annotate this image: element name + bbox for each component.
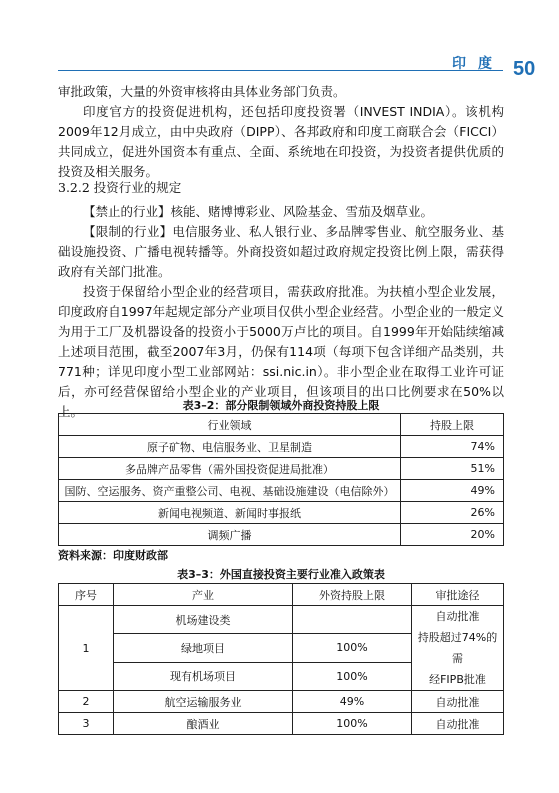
table-ownership-caps (58, 413, 504, 546)
body-text-main (58, 202, 504, 422)
cell-industry: 多品牌产品零售（需外国投资促进局批准） (59, 458, 401, 480)
table-access-policy (58, 583, 504, 735)
cell-cap: 20% (401, 524, 504, 546)
cell-industry: 调频广播 (59, 524, 401, 546)
paragraph-1: 审批政策，大量的外资审核将由具体业务部门负责。 (58, 84, 346, 99)
table2-caption: 表3–3：外国直接投资主要行业准入政策表 (177, 568, 385, 581)
cell-cap: 26% (401, 502, 504, 524)
table-row (59, 691, 504, 713)
page-number: 50 (513, 58, 536, 80)
table-row (59, 713, 504, 735)
cell-industry: 国防、空运服务、资产重整公司、电视、基础设施建设（电信除外） (59, 480, 401, 502)
cell-no: 2 (59, 691, 114, 713)
section-title: 3.2.2 投资行业的规定 (58, 180, 182, 195)
cell-cap: 51% (401, 458, 504, 480)
paragraph-prohibited: 【禁止的行业】核能、赌博博彩业、风险基金、雪茄及烟草业。 (83, 204, 434, 219)
cell-limit (293, 606, 412, 634)
cell-no: 1 (59, 606, 114, 691)
cell-industry: 绿地项目 (114, 634, 293, 662)
cell-industry: 酿酒业 (114, 713, 293, 735)
header-cap: 持股上限 (401, 414, 504, 436)
table-header-row (59, 414, 504, 436)
cell-approval (412, 606, 504, 691)
table-row (59, 524, 504, 546)
cell-approval: 自动批准 (412, 691, 504, 713)
header-rule (58, 70, 503, 71)
paragraph-restricted: 【限制的行业】电信服务业、私人银行业、多品牌零售业、航空服务业、基础设施投资、广播电视转播等。外商投资如超过政府规定投资比例上限，需获得政府有关部门批准。 (58, 224, 504, 279)
cell-no: 3 (59, 713, 114, 735)
approval-line: 自动批准 (435, 610, 480, 623)
header-industry: 产业 (114, 584, 293, 606)
approval-line: 持股超过74%的需 (417, 631, 498, 665)
table-row (59, 480, 504, 502)
cell-limit: 100% (293, 662, 412, 690)
table-row (59, 458, 504, 480)
table-row (59, 502, 504, 524)
table-row (59, 436, 504, 458)
cell-cap: 74% (401, 436, 504, 458)
header-country: 印度 (452, 56, 504, 72)
table1-source: 资料来源：印度财政部 (58, 549, 168, 562)
header-no: 序号 (59, 584, 114, 606)
table-row (59, 606, 504, 634)
cell-industry: 新闻电视频道、新闻时事报纸 (59, 502, 401, 524)
header-industry: 行业领域 (59, 414, 401, 436)
header-limit: 外资持股上限 (293, 584, 412, 606)
approval-line: 经FIPB批准 (429, 673, 486, 686)
cell-industry: 航空运输服务业 (114, 691, 293, 713)
cell-industry: 原子矿物、电信服务业、卫星制造 (59, 436, 401, 458)
body-text-top (58, 82, 504, 182)
cell-approval: 自动批准 (412, 713, 504, 735)
cell-limit: 49% (293, 691, 412, 713)
cell-industry: 现有机场项目 (114, 662, 293, 690)
paragraph-2: 印度官方的投资促进机构，还包括印度投资署（INVEST INDIA）。该机构2009年12月成立，由中央政府（DIPP）、各邦政府和印度工商联合会（FICCI）共同成立，促进外国资本有重点、全面、系统地在印投资，为投资者提供优质的投资及相关服务。 (58, 104, 504, 179)
cell-limit: 100% (293, 713, 412, 735)
table1-caption: 表3–2：部分限制领域外商投资持股上限 (182, 399, 380, 412)
header-approval: 审批途径 (412, 584, 504, 606)
table-header-row (59, 584, 504, 606)
cell-cap: 49% (401, 480, 504, 502)
cell-industry: 机场建设类 (114, 606, 293, 634)
cell-limit: 100% (293, 634, 412, 662)
paragraph-small-enterprise: 投资于保留给小型企业的经营项目，需获政府批准。为扶植小型企业发展，印度政府自1997年起规定部分产业项目仅供小型企业经营。小型企业的一般定义为用于工厂及机器设备的投资小于5000万卢比的项目。自1999年开始陆续缩减上述项目范围，截至2007年3月，仍保有114项（每项下包含详细产品类别，共771种；详见印度小型工业部网站：ssi.nic.in）。非小型企业在取得工业许可证后，亦可经营保留给小型企业的产业项目，但该项目的出口比例要求在50%以上。 (58, 284, 504, 419)
